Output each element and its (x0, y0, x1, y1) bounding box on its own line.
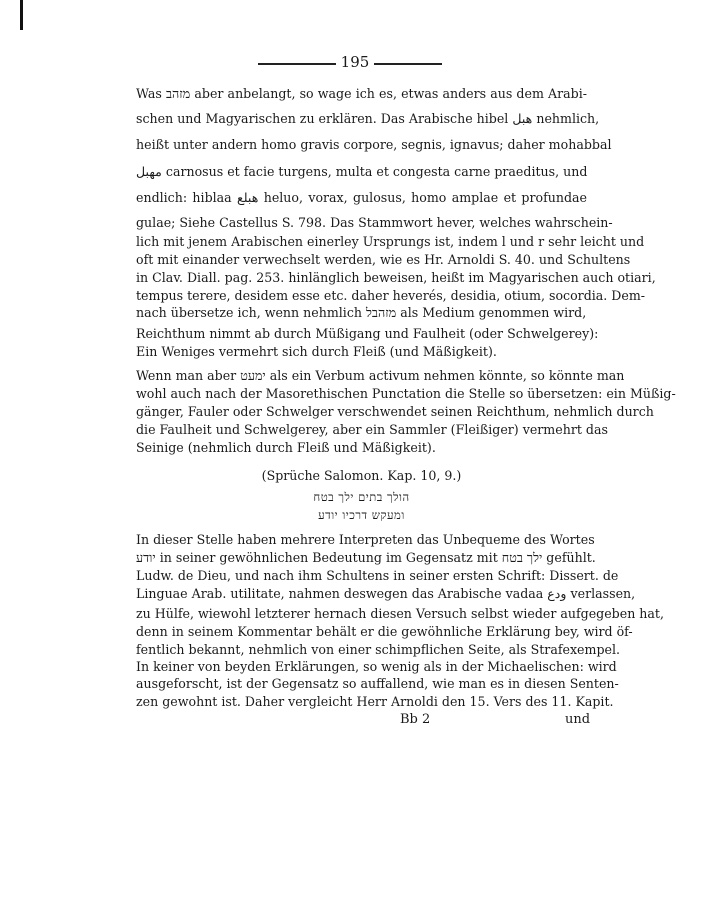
text-line: denn in seinem Kommentar behält er die gewöhnliche Erklärung bey, wird öf- (136, 624, 633, 639)
text-line: Linguae Arab. utilitate, nahmen deswegen das Arabische vadaa ودع verlassen, (136, 586, 636, 601)
text-line: fentlich bekannt, nehmlich von einer schimpflichen Seite, als Strafexempel. (136, 642, 620, 657)
text-line: heißt unter andern homo gravis corpore, segnis, ignavus; daher mohabbal (136, 137, 612, 152)
text-line: tempus terere, desidem esse etc. daher heverés, desidia, otium, socordia. Dem- (136, 288, 646, 303)
scan-edge-mark (20, 0, 23, 30)
text-line: nach übersetze ich, wenn nehmlich מזהבל als Medium genommen wird, (136, 305, 587, 320)
text-line: zu Hülfe, wiewohl letzterer hernach diesen Versuch selbst wieder aufgegeben hat, (136, 606, 664, 621)
text-line: schen und Magyarischen zu erklären. Das Arabische hibel هبل nehmlich, (136, 111, 600, 126)
text-line: ausgeforscht, ist der Gegensatz so auffallend, wie man es in diesen Senten- (136, 676, 619, 691)
translation-line: Reichthum nimmt ab durch Müßigang und Faulheit (oder Schwelgerey): (136, 326, 599, 341)
text-line: gänger, Fauler oder Schwelger verschwendet seinen Reichthum, nehmlich durch (136, 404, 654, 419)
text-line: zen gewohnt ist. Daher vergleicht Herr Arnoldi den 15. Vers des 11. Kapit. (136, 694, 614, 709)
text-line: יודע in seiner gewöhnlichen Bedeutung im Gegensatz mit ילך בטח gefühlt. (136, 550, 596, 565)
text-line: endlich: hiblaa هبلع heluo, vorax, gulosus, homo amplae et profundae (136, 190, 588, 205)
text-line: In keiner von beyden Erklärungen, so wenig als in der Michaelischen: wird (136, 659, 617, 674)
signature-mark: Bb 2 (400, 712, 431, 727)
text-line: Ludw. de Dieu, und nach ihm Schultens in seiner ersten Schrift: Dissert. de (136, 568, 619, 583)
header-rule-left (258, 63, 336, 65)
hebrew-verse-line: הולך בתים ילך בטח (313, 490, 410, 504)
text-line: In dieser Stelle haben mehrere Interpreten das Unbequeme des Wortes (136, 532, 595, 547)
translation-line: Ein Weniges vermehrt sich durch Fleiß (und Mäßigkeit). (136, 344, 497, 359)
text-line: oft mit einander verwechselt werden, wie es Hr. Arnoldi S. 40. und Schultens (136, 252, 631, 267)
page-number: 195 (340, 53, 370, 71)
text-line: Seinige (nehmlich durch Fleiß und Mäßigkeit). (136, 440, 436, 455)
text-line: gulae; Siehe Castellus S. 798. Das Stammwort hever, welches wahrschein- (136, 215, 613, 230)
text-line: Was מזהב aber anbelangt, so wage ich es, etwas anders aus dem Arabi- (136, 86, 587, 101)
text-line: die Faulheit und Schwelgerey, aber ein Sammler (Fleißiger) vermehrt das (136, 422, 608, 437)
text-line: wohl auch nach der Masorethischen Punctation die Stelle so übersetzen: ein Müßig- (136, 386, 676, 401)
hebrew-verse-line: ומעקש דרכיו יודע (318, 508, 405, 522)
catchword: und (565, 712, 591, 727)
text-line: in Clav. Diall. pag. 253. hinlänglich beweisen, heißt im Magyarischen auch otiari, (136, 270, 656, 285)
text-line: lich mit jenem Arabischen einerley Ursprungs ist, indem l und r sehr leicht und (136, 234, 645, 249)
text-line: Wenn man aber ימעט als ein Verbum activum nehmen könnte, so könnte man (136, 368, 625, 383)
header-rule-right (374, 63, 442, 65)
text-line: مهبل carnosus et facie turgens, multa et congesta carne praeditus, und (136, 164, 588, 179)
citation-heading: (Sprüche Salomon. Kap. 10, 9.) (261, 468, 462, 483)
page-header (0, 53, 714, 73)
